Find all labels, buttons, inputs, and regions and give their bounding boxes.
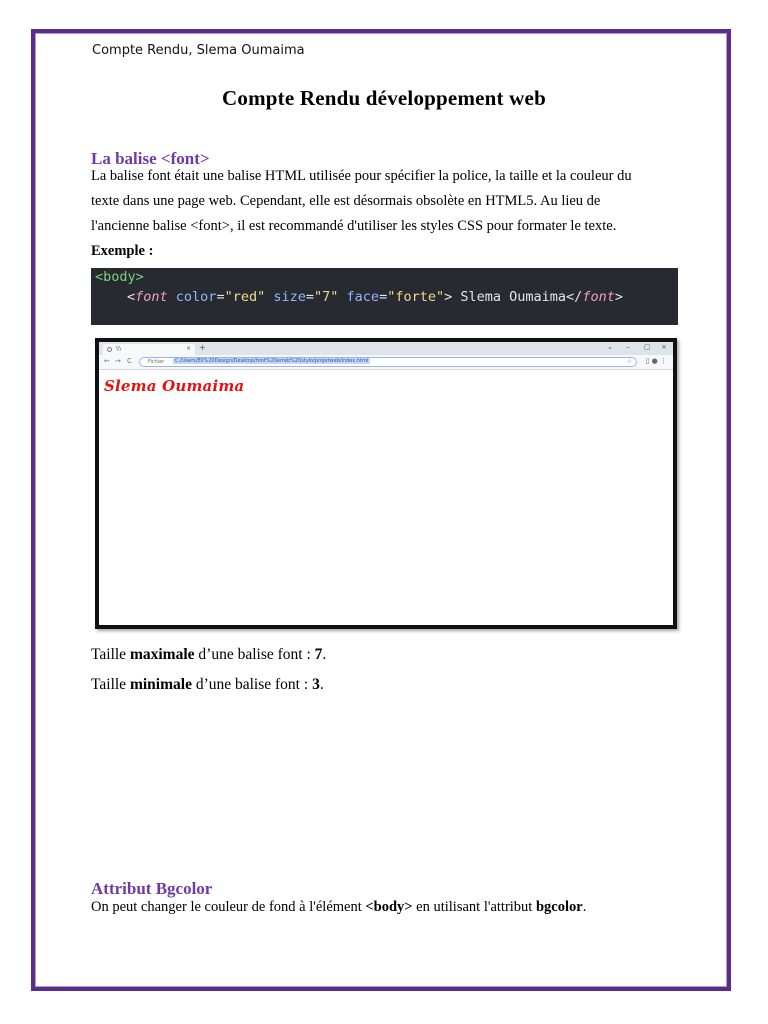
- text: .: [582, 899, 587, 915]
- paragraph-line: texte dans une page web. Cependant, elle est désormais obsolète en HTML5. Au lieu de: [91, 193, 601, 209]
- code-punct: =: [216, 289, 225, 305]
- forward-icon[interactable]: →: [115, 357, 121, 365]
- paragraph-line: La balise font était une balise HTML utilisée pour spécifier la police, la taille et la couleur du: [91, 168, 632, 184]
- new-tab-icon[interactable]: +: [199, 343, 206, 352]
- code-line-2: [127, 289, 623, 305]
- browser-tab-bar: [99, 342, 673, 355]
- min-value: 3: [312, 676, 320, 693]
- min-label: minimale: [129, 676, 192, 693]
- code-attr-color: color: [175, 289, 217, 305]
- code-val-7: "7": [314, 289, 339, 305]
- section-paragraph-bgcolor: [91, 899, 586, 916]
- code-punct: >: [614, 289, 623, 305]
- text: d’une balise font :: [194, 646, 315, 663]
- section-heading-bgcolor: Attribut Bgcolor: [91, 879, 213, 898]
- text: Taille: [91, 676, 130, 693]
- code-content: Slema Oumaima: [452, 289, 567, 305]
- body-tag-text: <body>: [365, 899, 413, 915]
- url-input[interactable]: [139, 357, 637, 367]
- code-val-red: "red": [224, 289, 266, 305]
- text: .: [319, 676, 324, 693]
- maximize-icon[interactable]: ▢: [644, 343, 651, 351]
- paragraph-line: l'ancienne balise <font>, il est recommandé d'utiliser les styles CSS pour formater le texte.: [91, 218, 617, 234]
- code-attr-size: size: [273, 289, 306, 305]
- code-line-1: [95, 269, 144, 285]
- max-size-line: [91, 646, 326, 664]
- browser-tab[interactable]: [103, 344, 195, 355]
- code-punct: </: [566, 289, 583, 305]
- browser-toolbar-icons[interactable]: ▯ ● ⋮: [645, 357, 667, 365]
- code-val-forte: "forte": [387, 289, 445, 305]
- section-heading-font: La balise <font>: [91, 149, 210, 168]
- bgcolor-text: bgcolor: [535, 899, 583, 915]
- close-icon[interactable]: ×: [185, 345, 191, 352]
- code-font-tag: font: [135, 289, 168, 305]
- code-punct: =: [379, 289, 388, 305]
- document-title: Compte Rendu développement web: [222, 86, 546, 110]
- min-size-line: [91, 676, 324, 694]
- browser-address-bar: [99, 355, 673, 370]
- star-icon[interactable]: ☆: [626, 358, 632, 365]
- code-punct: <: [127, 289, 136, 305]
- text: .: [322, 646, 327, 663]
- code-font-end-tag: font: [582, 289, 615, 305]
- text: en utilisant l'attribut: [412, 899, 536, 915]
- example-label: Exemple :: [91, 243, 154, 259]
- max-value: 7: [314, 646, 323, 663]
- text: Taille: [91, 646, 130, 663]
- globe-icon: [107, 347, 112, 352]
- rendered-font-text: Slema Oumaima: [104, 377, 245, 395]
- browser-screenshot: [95, 338, 677, 629]
- back-icon[interactable]: ←: [104, 357, 110, 365]
- code-punct: =: [305, 289, 315, 305]
- url-info-label: Fichier: [148, 359, 165, 365]
- text: On peut changer le couleur de fond à l'élément: [91, 899, 366, 915]
- code-punct: >: [444, 289, 453, 305]
- tab-label: \\\: [116, 346, 122, 352]
- code-body-tag: <body>: [95, 269, 144, 285]
- minimize-icon[interactable]: –: [626, 343, 630, 351]
- max-label: maximale: [129, 646, 195, 663]
- section-paragraph-font: [91, 164, 681, 239]
- text: d’une balise font :: [191, 676, 313, 693]
- chevron-down-icon[interactable]: ⌄: [607, 343, 613, 351]
- code-snippet: [91, 268, 678, 325]
- window-close-icon[interactable]: ×: [661, 343, 667, 351]
- running-header: Compte Rendu, Slema Oumaima: [92, 43, 305, 58]
- url-text: C:/Users/Eli%20Design/Desktop/font%20erreb%20stylo/projetweb/index.html: [175, 358, 369, 364]
- code-attr-face: face: [346, 289, 380, 305]
- reload-icon[interactable]: C: [127, 357, 132, 365]
